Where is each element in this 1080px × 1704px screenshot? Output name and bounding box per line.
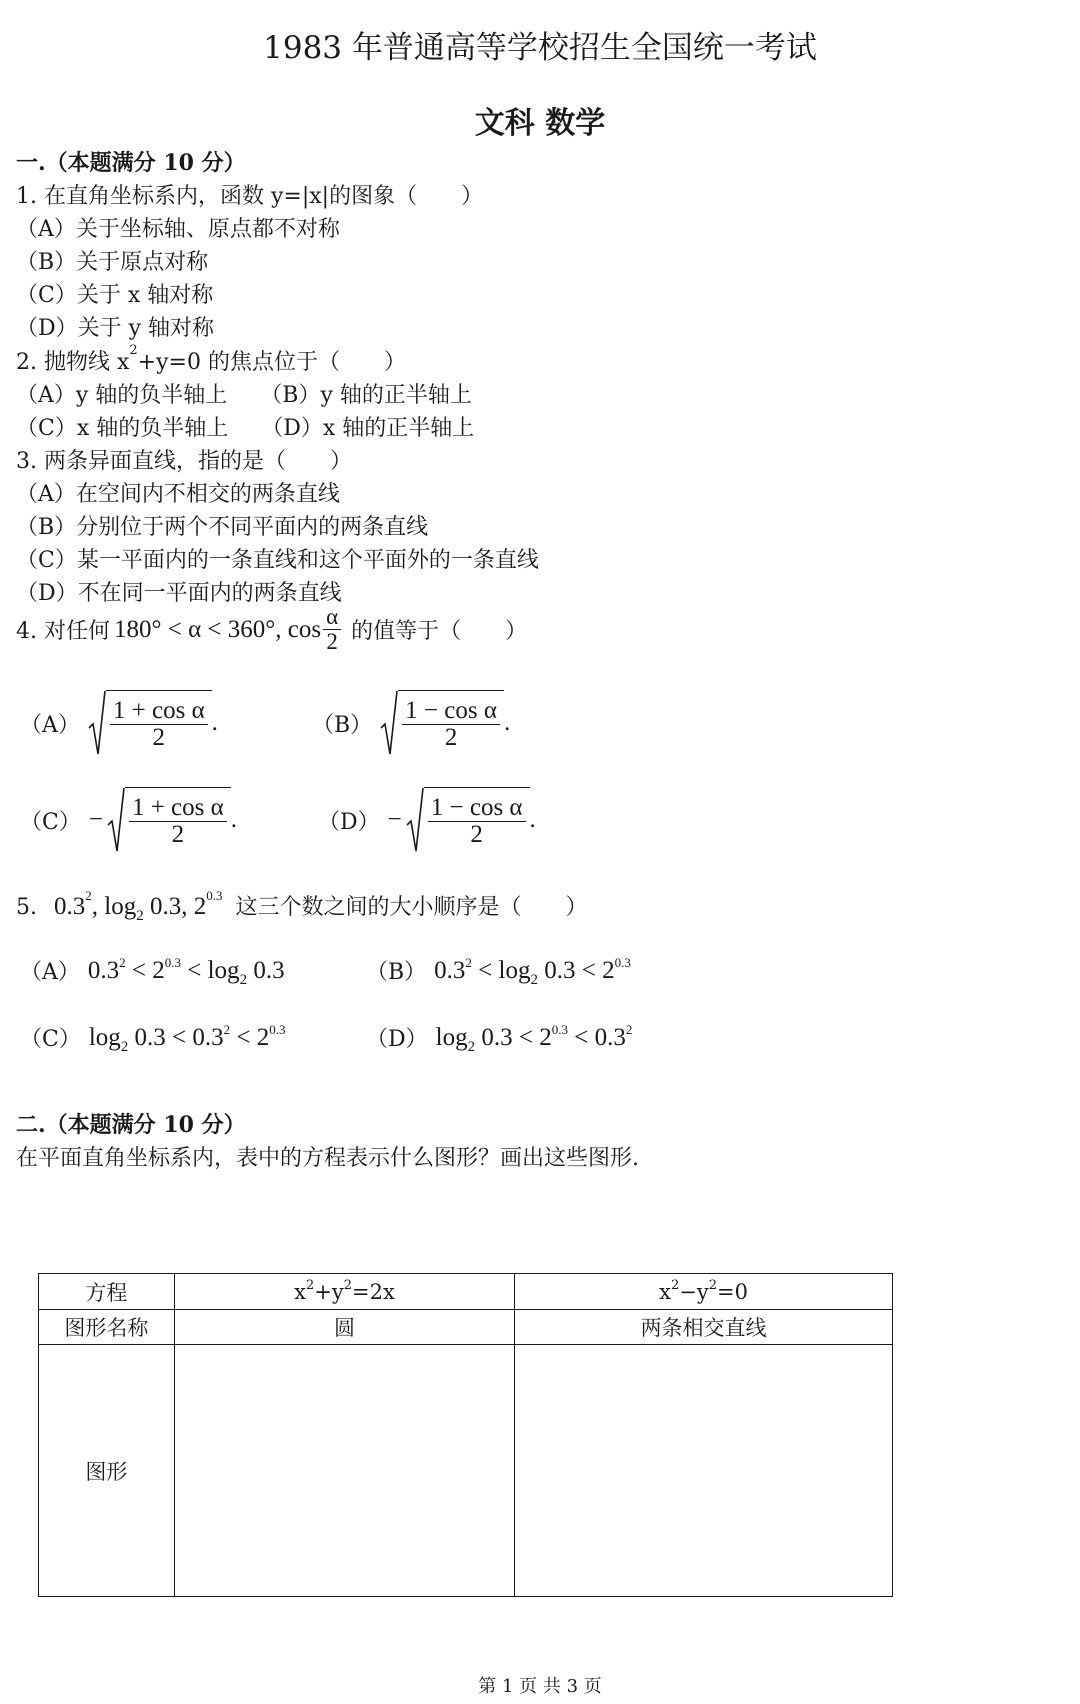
q5-suffix: 这三个数之间的大小顺序是（ ） [235,895,588,920]
q2-options-row-2: （C）x 轴的负半轴上 （D）x 轴的正半轴上 [16,416,475,441]
q4-option-b-sqrt [380,690,504,756]
q4-option-b-label: （B） [312,712,373,738]
question-3: 3. 两条异面直线，指的是（ ） [16,449,352,474]
q2-suffix: +y=0 的焦点位于（ ） [137,350,406,375]
q4-option-c-denominator: 2 [129,821,227,848]
page-subtitle: 文科 数学 [474,106,606,141]
figure-name-1-cell: 圆 [174,1310,514,1345]
q4-option-c-sqrt [107,787,231,853]
q5-prefix: 5. [16,895,37,920]
section-heading-1: 一.（本题满分 10 分） [16,150,246,176]
table-row-figure-name [39,1310,893,1345]
q2-prefix: 2. 抛物线 x [16,350,130,375]
figure-2-drawing-area[interactable] [515,1345,893,1597]
q4-option-b-numerator: 1 − cos α [405,696,497,724]
q4-fraction-numerator: α [326,604,339,629]
q5-option-b-expression: $0.3^2 < \log_2 0.3 < 2^{0.3}$ [434,954,631,988]
figure-name-2-cell: 两条相交直线 [515,1310,893,1345]
q5-option-b: （B） $0.3^2 < \log_2 0.3 < 2^{0.3}$ [366,954,631,988]
q4-fraction [323,605,341,654]
q4-option-a: （A） $\frac{\text{1 + cos α}}{2}$ . [20,690,218,756]
q4-option-d-numerator: 1 − cos α [430,793,523,821]
table-header-equation: 方程 [39,1274,175,1310]
q4-math: 180° < α < 360°, cos [113,615,322,643]
figure-1-drawing-area[interactable] [174,1345,514,1597]
q4-option-c-numerator: 1 + cos α [131,793,224,821]
section-2-intro: 在平面直角坐标系内，表中的方程表示什么图形？画出这些图形. [16,1146,639,1171]
q4-option-b: （B） $\frac{\text{1 − cos α}}{2}$ . [312,690,510,756]
q2-options-row-1: （A）y 轴的负半轴上 （B）y 轴的正半轴上 [16,383,472,408]
page-title: 1983 年普通高等学校招生全国统一考试 [263,30,817,66]
q4-option-c: （C） − $\frac{\text{1 + cos α}}{2}$ . [20,787,237,853]
q3-option-d: （D）不在同一平面内的两条直线 [16,581,342,606]
q4-option-c-label: （C） [20,809,81,835]
question-1: 1. 在直角坐标系内，函数 y=|x|的图象（ ） [16,184,484,209]
page-footer: 第 1 页 共 3 页 [478,1676,602,1697]
question-2 [16,345,406,376]
q4-option-a-sqrt [88,690,212,756]
q3-option-a: （A）在空间内不相交的两条直线 [16,482,340,507]
q1-option-d: （D）关于 y 轴对称 [16,316,215,341]
q4-option-a-numerator: 1 + cos α [112,696,205,724]
q4-option-d-sign: − [387,806,402,833]
question-5 [16,888,588,924]
q4-option-c-sign: − [88,806,103,833]
q4-option-a-label: （A） [20,712,80,738]
q3-option-c: （C）某一平面内的一条直线和这个平面外的一条直线 [16,548,539,573]
q4-suffix: 的值等于（ ） [351,619,528,645]
q4-prefix: 4. 对任何 [16,619,110,645]
q5-option-a-expression: $0.3^2 < 2^{0.3} < \log_2 0.3$ [87,954,285,988]
question-4 [16,605,527,654]
figure-table [38,1273,893,1597]
q1-option-c: （C）关于 x 轴对称 [16,283,214,308]
section-heading-2: 二.（本题满分 10 分） [16,1112,246,1138]
q5-option-c: （C） $\log_2 0.3 < 0.3^2 < 2^{0.3}$ [20,1021,286,1055]
q3-option-b: （B）分别位于两个不同平面内的两条直线 [16,515,429,540]
q5-option-a: （A） $0.3^2 < 2^{0.3} < \log_2 0.3$ [20,954,285,988]
q4-option-d-label: （D） [318,809,380,835]
q1-option-a: （A）关于坐标轴、原点都不对称 [16,217,340,242]
q5-option-c-expression: $\log_2 0.3 < 0.3^2 < 2^{0.3}$ [88,1021,286,1055]
q2-exponent: 2 [129,343,138,358]
q5-option-d: （D） $\log_2 0.3 < 2^{0.3} < 0.3^2$ [366,1021,633,1055]
equation-2-cell: $x^2-y^2=0$ [515,1274,893,1310]
equation-1-cell: $x^2+y^2=2x$ [174,1274,514,1310]
q4-option-a-denominator: 2 [110,724,208,751]
table-row-figure [39,1345,893,1597]
table-header-figure: 图形 [39,1345,175,1597]
q4-option-d-sqrt [406,787,530,853]
q4-option-b-denominator: 2 [402,724,500,751]
table-row-equation [39,1274,893,1310]
table-header-figure-name: 图形名称 [39,1310,175,1345]
q1-option-b: （B）关于原点对称 [16,250,209,275]
q4-option-d-denominator: 2 [428,821,526,848]
q4-option-d: （D） − $\frac{\text{1 − cos α}}{2}$ . [318,787,536,853]
q4-fraction-denominator: 2 [323,629,341,654]
q5-expression: $0.3^2$, $\log_2 0.3$, $2^{0.3}$ [54,888,223,924]
q5-option-d-expression: $\log_2 0.3 < 2^{0.3} < 0.3^2$ [435,1021,633,1055]
